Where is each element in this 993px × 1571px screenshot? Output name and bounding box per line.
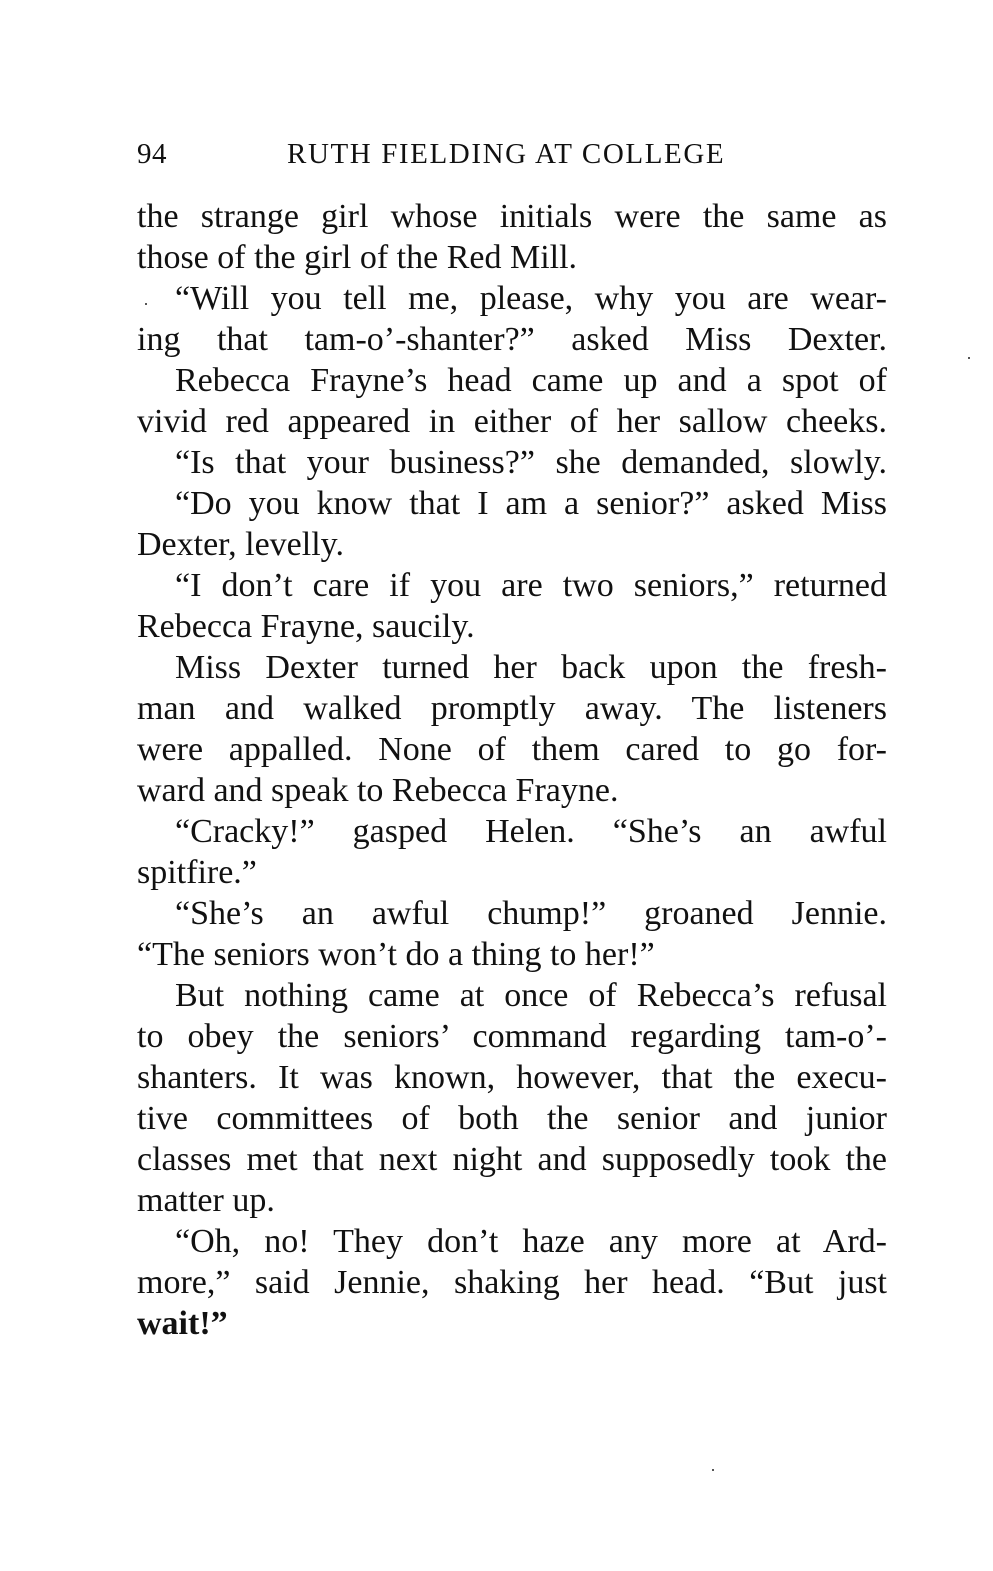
text-line: to obey the seniors’ command regarding tam-o’- [137, 1018, 887, 1055]
text-line: “Is that your business?” she demanded, slowly. [175, 444, 887, 481]
text-line: “The seniors won’t do a thing to her!” [137, 936, 655, 973]
body-text [137, 196, 887, 1344]
text-line: shanters. It was known, however, that the execu- [137, 1059, 887, 1096]
print-speck [712, 1469, 714, 1471]
text-line: “Will you tell me, please, why you are wear- [175, 280, 887, 317]
page-number: 94 [137, 138, 167, 170]
text-line: spitfire.” [137, 854, 257, 891]
text-line: wait!” [137, 1305, 228, 1342]
text-line: tive committees of both the senior and junior [137, 1100, 887, 1137]
text-line: man and walked promptly away. The listeners [137, 690, 887, 727]
text-line: But nothing came at once of Rebecca’s refusal [175, 977, 887, 1014]
text-line: matter up. [137, 1182, 275, 1219]
text-line: Dexter, levelly. [137, 526, 344, 563]
text-line: “Cracky!” gasped Helen. “She’s an awful [175, 813, 887, 850]
text-line: Miss Dexter turned her back upon the fresh- [175, 649, 887, 686]
print-speck [145, 303, 147, 305]
text-line: ward and speak to Rebecca Frayne. [137, 772, 619, 809]
text-line: classes met that next night and supposedly took the [137, 1141, 887, 1178]
text-line: Rebecca Frayne’s head came up and a spot of [175, 362, 887, 399]
text-line: vivid red appeared in either of her sallow cheeks. [137, 403, 887, 440]
text-line: were appalled. None of them cared to go for- [137, 731, 887, 768]
text-line: more,” said Jennie, shaking her head. “But just [137, 1264, 887, 1301]
text-line: “Do you know that I am a senior?” asked Miss [175, 485, 887, 522]
text-line: Rebecca Frayne, saucily. [137, 608, 475, 645]
text-line: ing that tam-o’-shanter?” asked Miss Dexter. [137, 321, 887, 358]
text-line: the strange girl whose initials were the same as [137, 198, 887, 235]
text-line: “I don’t care if you are two seniors,” returned [175, 567, 887, 604]
running-head [137, 138, 887, 178]
book-title: RUTH FIELDING AT COLLEGE [287, 138, 726, 170]
text-line: those of the girl of the Red Mill. [137, 239, 578, 276]
print-speck [968, 357, 970, 359]
text-line: “Oh, no! They don’t haze any more at Ard- [175, 1223, 887, 1260]
text-line: “She’s an awful chump!” groaned Jennie. [175, 895, 887, 932]
